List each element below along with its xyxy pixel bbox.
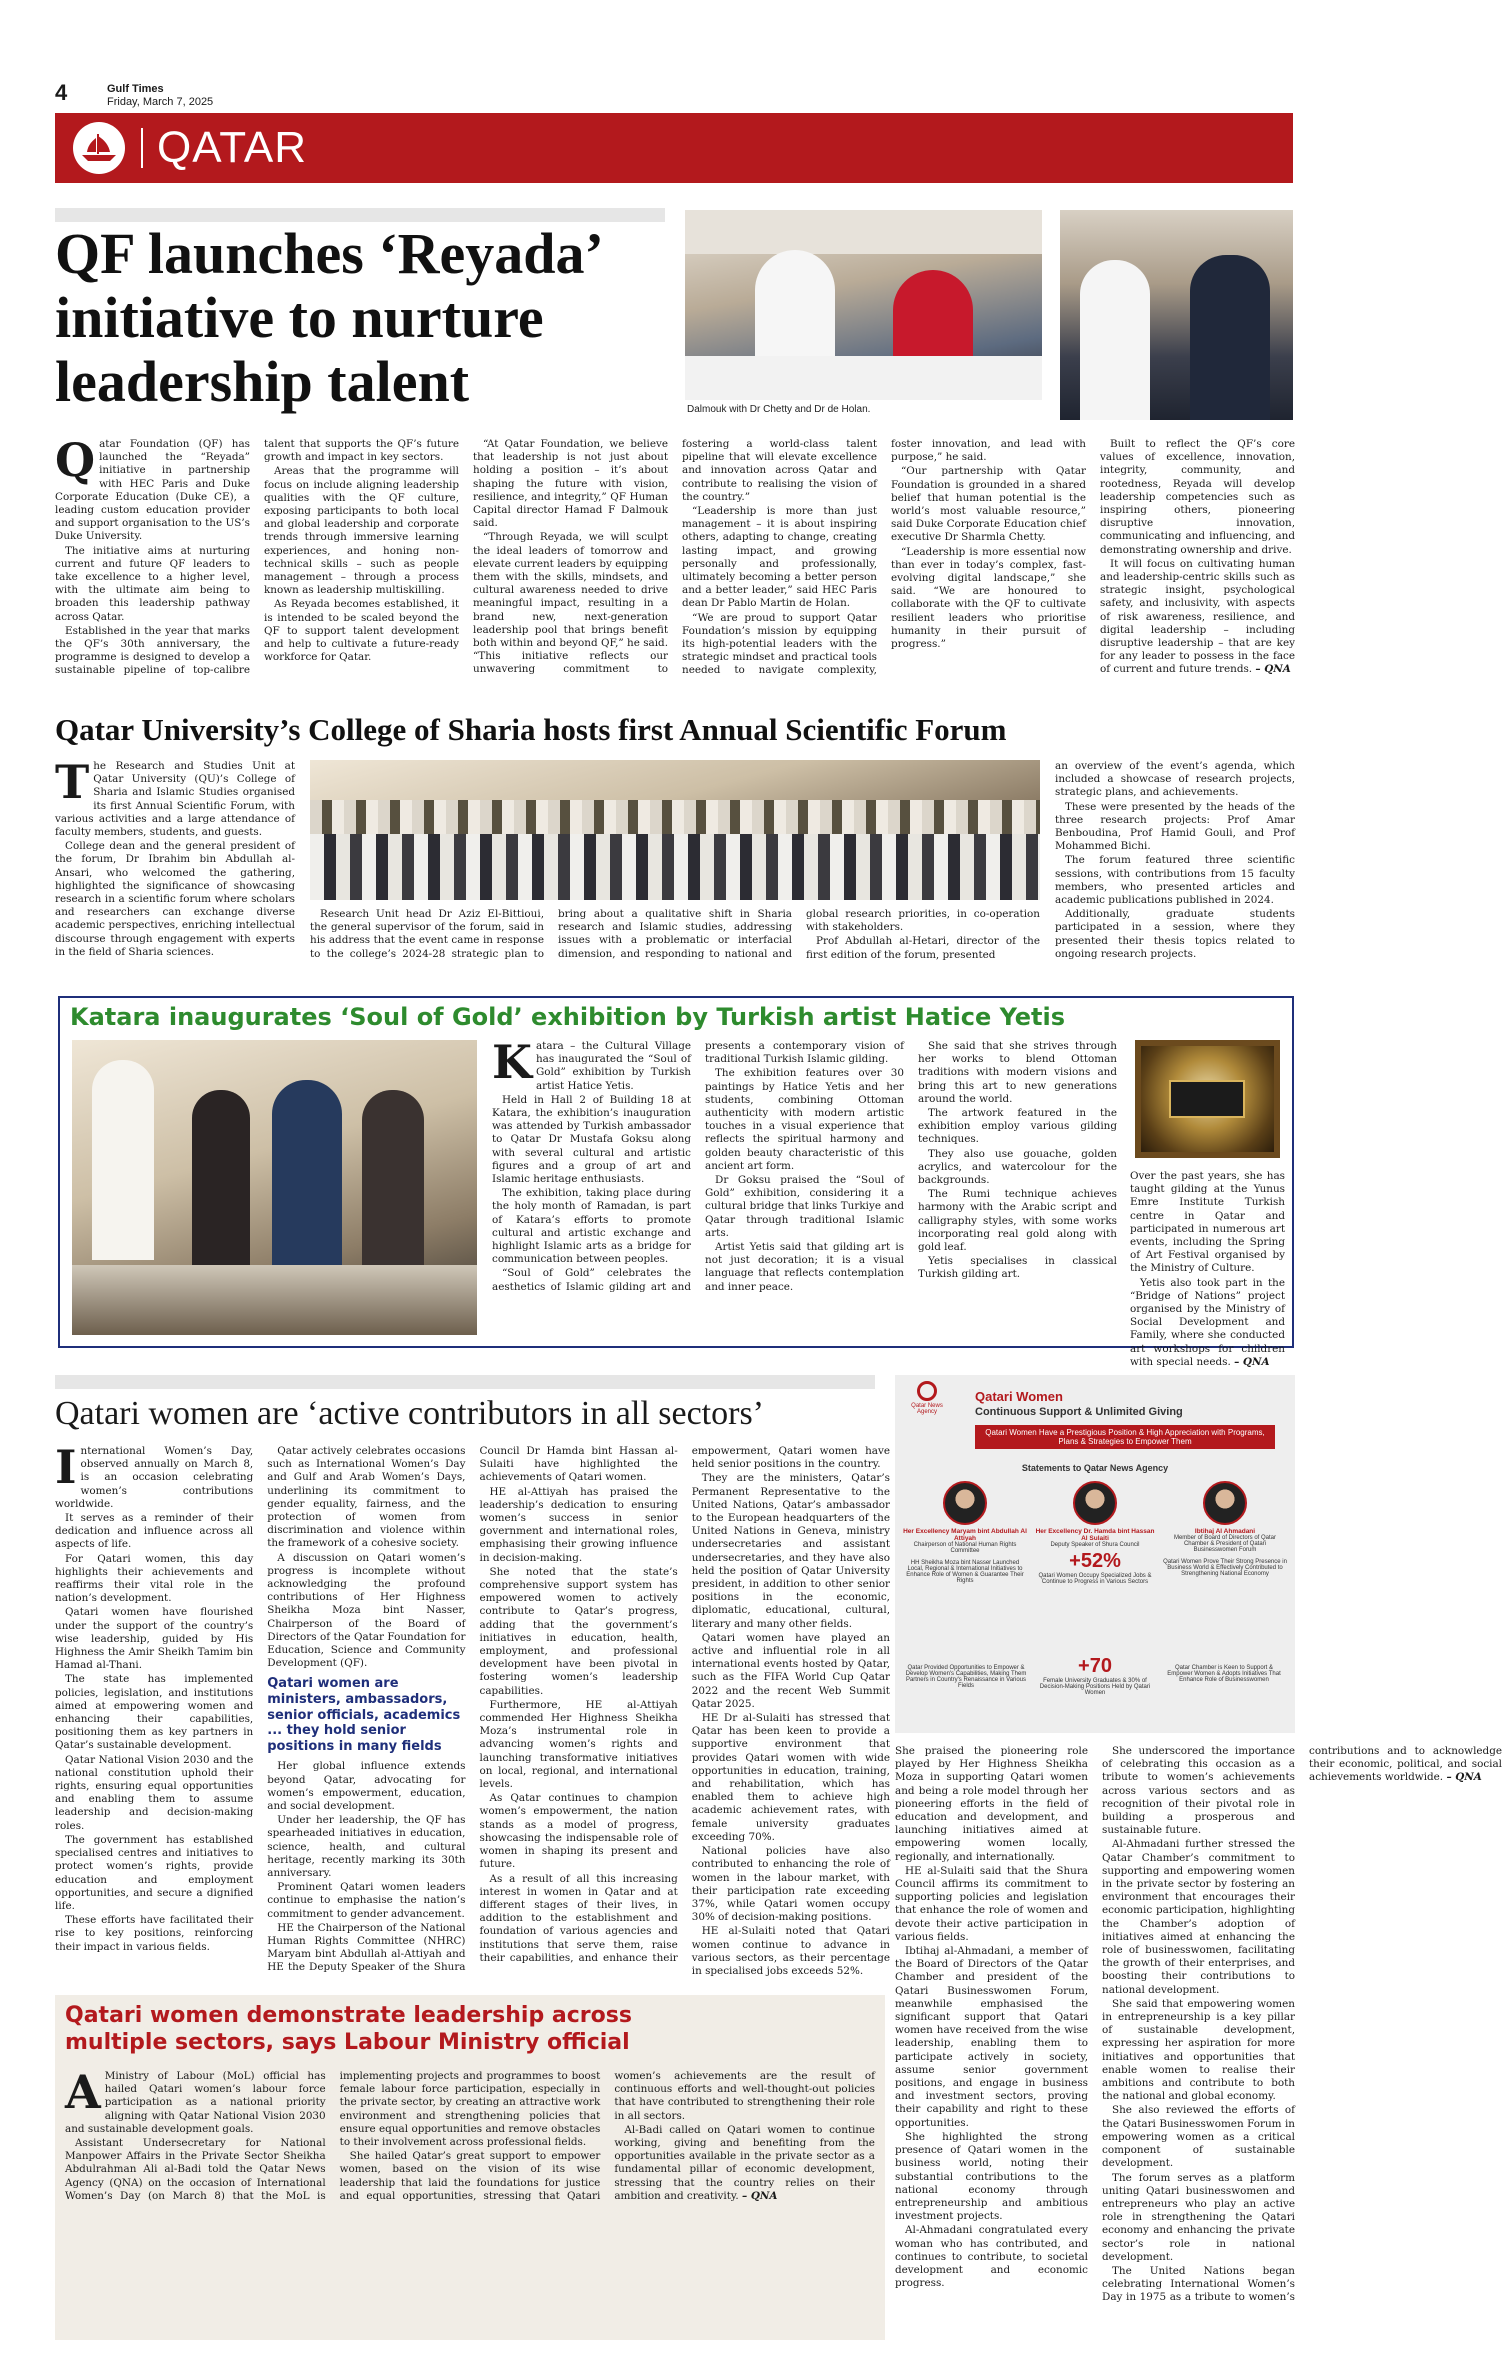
infographic-banner: Qatari Women Have a Prestigious Position & High Appreciation with Programs, Plans & Strategies to Empower Them bbox=[975, 1425, 1275, 1449]
story1-para: Built to reflect the QF’s core values of excellence, innovation, integrity, community, and rootedness, Reyada will develop leadership competencies such as inspiring others, pioneering disruptive innovation, communicating and influencing, and demonstrating ownership and drive. bbox=[1100, 438, 1295, 556]
dhow-boat-icon bbox=[73, 122, 125, 174]
story2-left bbox=[55, 755, 295, 990]
qf-signing-photo bbox=[685, 210, 1042, 400]
story2-para: Research Unit head Dr Aziz El-Bittioui, the general supervisor of the forum, said in his address that the event came in response to the college’s 2024-28 strategic plan to bring about a qualitative shift in Sharia research and Islamic studies, addressing issues with a problematic or interfacial dimension, and responding to national and global research priorities, in co-operation with stakeholders. bbox=[310, 908, 1040, 960]
section-title: QATAR bbox=[157, 123, 308, 172]
story5-body bbox=[65, 2065, 875, 2335]
stat-value: +52% bbox=[1069, 1550, 1121, 1572]
infographic-title: Qatari Women bbox=[975, 1389, 1063, 1404]
story3-para: The exhibition features over 30 paintings by Hatice Yetis and her students, combining Ottoman authenticity with modern artistic touches in a visual experience that reflects the spiritual harmony and golden beauty characteristic of this ancient art form. bbox=[705, 1067, 904, 1172]
story2-para: These were presented by the heads of the three research projects: Prof Amar Benboudina, Prof Hamid Gouli, and Prof Mohammed Bichi. bbox=[1055, 800, 1295, 853]
story5-para: AMinistry of Labour (MoL) official has hailed Qatari women’s labour force participation as a national priority aligning with Qatar National Vision 2030 and sustainable development goals. bbox=[65, 2065, 326, 2135]
story1-body bbox=[55, 433, 1295, 708]
infographic-person bbox=[903, 1481, 1027, 1584]
byline: – QNA bbox=[742, 2189, 778, 2202]
story4-para: A discussion on Qatari women’s progress is incomplete without acknowledging the profound contributions of Her Highness Sheikha Moza bint Nasser, Chairperson of the Board of Directors of the Qatar Foundation for Education, Science and Community Development (QF). bbox=[267, 1551, 466, 1670]
person-role: Deputy Speaker of Shura Council bbox=[1050, 1542, 1140, 1548]
person-role: Chairperson of National Human Rights Committee bbox=[913, 1542, 1017, 1554]
story1-headline: QF launches ‘Reyada’ initiative to nurture leadership talent bbox=[55, 221, 600, 414]
story3-para bbox=[1130, 1277, 1285, 1369]
forum-group-photo bbox=[310, 760, 1040, 900]
headline-rule bbox=[55, 208, 665, 222]
story3-para: Dr Goksu praised the “Soul of Gold” exhibition, considering it a cultural bridge that links Turkiye and Qatar through traditional Islamic arts. bbox=[705, 1174, 904, 1239]
stat-value: +70 bbox=[1078, 1655, 1112, 1677]
story5-last-para: Al-Badi called on Qatari women to continue working, giving and benefiting from the opportunities available in the private sector as a fundamental pillar of economic development, stressing that the country relies on their ambition and creativity. bbox=[614, 2123, 875, 2202]
story2-para: The Research and Studies Unit at Qatar University (QU)’s College of Sharia and Islamic Studies organised its first Annual Scientific Forum, with various activities and a large attendance of faculty members, students, and guests. bbox=[55, 755, 295, 839]
story4-para: She underscored the importance of celebrating this occasion as a tribute to women’s achievements across various sectors and as recognition of their pivotal role in building a prosperous and sustainable future. bbox=[1102, 1745, 1295, 1837]
story3-headline: Katara inaugurates ‘Soul of Gold’ exhibition by Turkish artist Hatice Yetis bbox=[70, 1003, 1066, 1031]
qna-logo-icon bbox=[917, 1381, 937, 1401]
gilded-calligraphy-artwork bbox=[1135, 1040, 1280, 1158]
infographic-person bbox=[1163, 1481, 1287, 1577]
story5-headline: Qatari women demonstrate leadership across multiple sectors, says Labour Ministry official bbox=[65, 2003, 632, 2055]
page-number-text: 4 bbox=[55, 80, 68, 105]
story3-para: She said that she strives through her works to blend Ottoman traditions with modern visions and bring this art to new generations around the world. bbox=[918, 1040, 1117, 1105]
pull-quote: Qatari women are ministers, ambassadors, senior officials, academics ... they hold senior positions in many fields bbox=[267, 1676, 461, 1754]
infographic-subtitle: Continuous Support & Unlimited Giving bbox=[975, 1406, 1183, 1418]
story2-para: an overview of the event’s agenda, which included a showcase of research projects, strategic plans, and achievements. bbox=[1055, 760, 1295, 799]
story4-para: As a result of all this increasing interest in women in Qatar and at different stages of their lives, in addition to the establishment and foundation of various agencies and institutions that serve them, raise their capabilities, and enhance their empowerment, Qatari women have held senior positions in the country. bbox=[479, 1445, 890, 1964]
story4-para: Al-Ahmadani congratulated every woman who has contributed, and continues to contribute, to societal development and economic progress. bbox=[895, 2224, 1088, 2290]
story3-para: “Soul of Gold” celebrates the aesthetics of Islamic gilding art and presents a contemporary vision of traditional Turkish Islamic gilding. bbox=[492, 1040, 904, 1293]
issue-date: Friday, March 7, 2025 bbox=[107, 96, 214, 108]
portrait-icon bbox=[1073, 1481, 1117, 1525]
story4-body bbox=[55, 1440, 890, 1985]
story4-para: The forum serves as a platform uniting Qatari businesswomen and entrepreneurs who play an active role in strengthening the Qatari economy and enhancing the private sector’s role in national development. bbox=[1102, 2171, 1295, 2263]
story4-para: Her global influence extends beyond Qatar, advocating for women’s empowerment, education, and social development. bbox=[267, 1760, 466, 1813]
page-number-box bbox=[55, 80, 67, 106]
story4-continued bbox=[895, 1745, 1502, 2315]
story3-para: The Rumi technique achieves harmony with the Arabic script and calligraphy styles, with some works incorporating real gold along with gold leaf. bbox=[918, 1188, 1117, 1254]
portrait-icon bbox=[1203, 1481, 1247, 1525]
story1-para: “Our partnership with Qatar Foundation is grounded in a shared belief that human potential is the world’s most valuable resource,” said Duke Corporate Education chief executive Dr Sharmla Chetty. bbox=[891, 465, 1086, 544]
story4-para: HE the Chairperson of the National Human Rights Committee (NHRC) Maryam bint Abdullah al-Attiyah and HE the Deputy Speaker of the Shura Council Dr Hamda bint Hassan al-Sulaiti have highlighted the achievements of Qatari women. bbox=[267, 1445, 678, 1974]
left-note: Qatar Provided Opportunities to Empower & Develop Women's Capabilities, Making Them Partners in Country's Renaissance in Various Fields bbox=[905, 1665, 1027, 1689]
story4-para: It serves as a reminder of their dedication and influence across all aspects of life. bbox=[55, 1512, 254, 1551]
story4-para: HE al-Attiyah has praised the leadership’s dedication to ensuring women’s success in senior government and international roles, emphasising their growing influence in decision-making. bbox=[479, 1485, 678, 1564]
story1-para bbox=[1100, 558, 1295, 677]
qf-handshake-photo bbox=[1060, 210, 1293, 420]
story4-para: National policies have also contributed to enhancing the role of women in the labour market, with their participation rate exceeding 37%, while Qatari women occupy 30% of decision-making positions. bbox=[691, 1845, 890, 1924]
byline: – QNA bbox=[1255, 663, 1291, 676]
story3-body bbox=[492, 1035, 1117, 1340]
story3-last-para: Yetis also took part in the “Bridge of Nations” project organised by the Ministry of Social Development and Family, where she conducted art workshops for children with special needs. bbox=[1130, 1276, 1285, 1368]
story3-para: Yetis specialises in classical Turkish gilding art. bbox=[918, 1255, 1117, 1281]
story2-right bbox=[1055, 760, 1295, 990]
story3-para: They also use gouache, golden acrylics, and watercolour for the backgrounds. bbox=[918, 1147, 1117, 1187]
story2-under bbox=[310, 908, 1040, 988]
story4-para: Ibtihaj al-Ahmadani, a member of the Board of Directors of the Qatar Chamber and president of the Qatari Businesswomen Forum, meanwhile emphasised the significant support that Qatari women have received from the wise leadership, enabling them to participate actively in society, assume senior government positions, and engage in business and investment sectors, proving their capability and right to these opportunities. bbox=[895, 1945, 1088, 2129]
story1-para: “Leadership is more than just management – it is about inspiring others, adapting to change, creating lasting impact, and growing personally and professionally, ultimately becoming a better person and a better leader,” said HEC Paris dean Dr Pablo Martin de Holan. bbox=[682, 505, 877, 610]
story4-para: She praised the pioneering role played by Her Highness Sheikha Moza in supporting Qatari women and being a role model through her pioneering efforts in the field of education and development, and launching initiatives aimed at empowering women locally, regionally, and internationally. bbox=[895, 1745, 1088, 1863]
story1-last-para: It will focus on cultivating human and leadership-centric skills such as strategic insight, psychological safety, and inclusivity, with aspects of risk awareness, resilience, and digital leadership – including disruptive leadership – that are key for any leader to possess in the face of current and future trends. bbox=[1100, 557, 1295, 676]
story4-para: Under her leadership, the QF has spearheaded initiatives in education, science, health, and cultural heritage, recently marking its 30th anniversary. bbox=[267, 1814, 466, 1880]
portrait-icon bbox=[943, 1481, 987, 1525]
story5-para bbox=[614, 2124, 875, 2203]
banner-divider bbox=[141, 128, 143, 168]
story4-para: Al-Ahmadani further stressed the Qatar Chamber’s commitment to supporting and empowering women in the private sector by fostering an environment that encourages their economic participation, highlighting the Chamber’s adoption of initiatives aimed at enhancing the role of businesswomen, facilitating the growth of their enterprises, and boosting their contributions to national development. bbox=[1102, 1838, 1295, 1996]
exhibition-visit-photo bbox=[72, 1040, 477, 1335]
story1-para: “Through Reyada, we will sculpt the ideal leaders of tomorrow and elevate current leaders by equipping them with the skills, mindsets, and cultural awareness needed to drive meaningful impact, resulting in a brand new, next-generation leadership pool that brings benefit both within and beyond QF,” he said. “This initiative reflects our unwavering commitment to fostering a world-class talent pipeline that will elevate excellence and innovation across Qatar and contribute to realising the vision of the country.” bbox=[473, 438, 877, 676]
infographic-org: Qatar News Agency bbox=[911, 1403, 943, 1415]
stat-block bbox=[1033, 1655, 1157, 1696]
story1-para: “We are proud to support Qatar Foundation’s mission by equipping its high-potential leaders with the strategic mindset and practical tools needed to navigate complexity, foster innovation, and lead with purpose,” he said. bbox=[682, 438, 1086, 677]
story3-para: Katara – the Cultural Village has inaugurated the “Soul of Gold” exhibition by Turkish artist Hatice Yetis. bbox=[492, 1035, 691, 1092]
story4-para: Qatari women have played an active and influential role in all international events hosted by Qatar, such as the FIFA World Cup Qatar 2022 and the recent Web Summit Qatar 2025. bbox=[691, 1631, 890, 1710]
story4-para: She noted that the state’s comprehensive support system has empowered women to actively contribute to Qatar’s progress, adding that the government’s initiatives in education, health, employment, and professional development have been pivotal in fostering women’s leadership capabilities. bbox=[479, 1565, 678, 1697]
statements-label: Statements to Qatar News Agency bbox=[1021, 1463, 1169, 1473]
story1-para: “At Qatar Foundation, we believe that leadership is not just about holding a position – it’s about shaping the future with vision, resilience, and integrity,” QF Human Capital director Hamad F Dalmouk said. bbox=[473, 438, 668, 530]
story4-headline: Qatari women are ‘active contributors in all sectors’ bbox=[55, 1395, 765, 1432]
infographic-person bbox=[1033, 1481, 1157, 1585]
person-note: Qatari Women Prove Their Strong Presence in Business World & Effectively Contributed to Strengthening National Economy bbox=[1163, 1559, 1287, 1577]
person-name: Ibtihaj Al Ahmadani bbox=[1194, 1528, 1256, 1535]
story1-para: Areas that the programme will focus on include aligning leadership qualities with the QF culture, exposing participants to both local and global leadership and corporate trends through immersive learning experiences, and honing non-technical skills – such as people management – through a process known as leadership multiskilling. bbox=[264, 465, 459, 597]
story3-right bbox=[1130, 1170, 1285, 1368]
story3-para: Held in Hall 2 of Building 18 at Katara, the exhibition’s inauguration was attended by Turkish ambassador to Qatar Dr Mustafa Goksu along with several cultural and artistic figures and a group of art and Islamic heritage enthusiasts. bbox=[492, 1093, 691, 1186]
story5-para: Assistant Undersecretary for National Manpower Affairs in the Private Sector Sheikha Abdulrahman Ali al-Badi told the Qatar News Agency (QNA) on the occasion of International Women’s Day (on March 8) that the MoL is implementing projects and programmes to boost female labour force participation, especially in the private sector, by creating an attractive work environment and strengthening policies that ensure equal opportunities and remove obstacles to their involvement across professional fields. bbox=[65, 2070, 601, 2202]
person-role: Member of Board of Directors of Qatar Chamber & President of Qatari Businesswomen Forum bbox=[1173, 1535, 1277, 1553]
story2-para: The forum featured three scientific sessions, with contributions from 15 faculty members, who presented articles and academic publications published in 2024. bbox=[1055, 854, 1295, 907]
story1-para: Qatar Foundation (QF) has launched the “Reyada” initiative in partnership with HEC Paris and Duke Corporate Education (Duke CE), a leading custom education provider and support organisation to the US’s Duke University. bbox=[55, 433, 250, 543]
story4-last-para: The United Nations began celebrating International Women’s Day in 1975 as a tribute to women’s contributions and to acknowledge their economic, political, and social achievements worldwide. bbox=[1102, 1745, 1502, 2304]
story1-para: The initiative aims at nurturing current and future QF leaders to take excellence to a higher level, with the ultimate aim being to broaden this leadership pathway across Qatar. bbox=[55, 544, 250, 623]
story4-para: Prominent Qatari women leaders continue to emphasise the nation’s commitment to gender advancement. bbox=[267, 1881, 466, 1920]
story3-para: The exhibition, taking place during the holy month of Ramadan, is part of Katara’s efforts to promote cultural and artistic exchange and highlight Islamic arts as a bridge for communication between peoples. bbox=[492, 1187, 691, 1266]
photo-caption: Dalmouk with Dr Chetty and Dr de Holan. bbox=[687, 404, 871, 415]
person-note: HH Sheikha Moza bint Nasser Launched Local, Regional & International Initiatives to Enhance Role of Women & Guarantee Their Rights bbox=[906, 1560, 1024, 1584]
story3-para: Over the past years, she has taught gilding at the Yunus Emre Institute Turkish centre in Qatar and participated in numerous art events, including the Spring of Art Festival organised by the Ministry of Culture. bbox=[1130, 1170, 1285, 1275]
story4-para: HE al-Sulaiti said that the Shura Council affirms its commitment to supporting policies and legislation that enhance the role of women and devote their active participation in various fields. bbox=[895, 1864, 1088, 1943]
story4-para: For Qatari women, this day highlights their achievements and reaffirms their vital role in the nation’s development. bbox=[55, 1552, 254, 1605]
story4-para: HE Dr al-Sulaiti has stressed that Qatar has been keen to provide a supportive environment that provides Qatari women with wide opportunities in education, training, and rehabilitation, which has enabled them to achieve high academic achievement rates, with female university graduates exceeding 70%. bbox=[691, 1712, 890, 1843]
paper-name: Gulf Times bbox=[107, 83, 164, 95]
story5-para: She hailed Qatar’s great support to empower women, based on the vision of its wise leadership that laid the foundations for justice and equal opportunities, stressing that Qatari women’s achievements are the result of continuous efforts and well-thought-out policies that have contributed to strengthening their role in all sectors. bbox=[339, 2070, 875, 2202]
story4-para: She said that empowering women in entrepreneurship is a key pillar of sustainable development, expressing her aspiration for more initiatives and opportunities that enable women to realise their ambitions and contribute to both the national and global economy. bbox=[1102, 1997, 1295, 2103]
story4-para: International Women’s Day, observed annually on March 8, is an occasion celebrating women’s contributions worldwide. bbox=[55, 1440, 254, 1510]
story4-para: HE al-Sulaiti noted that Qatari women continue to advance in various sectors, as their percentage in specialised jobs exceeds 52%. bbox=[691, 1925, 890, 1977]
story2-para: College dean and the general president of the forum, Dr Ibrahim bin Abdullah al-Ansari, who welcomed the gathering, highlighted the significance of showcasing research in a scientific forum where scholars and researchers can exchange diverse academic perspectives, enriching intellectual discourse through engagement with experts in the field of Sharia sciences. bbox=[55, 840, 295, 958]
story2-para: Prof Abdullah al-Hetari, director of the first edition of the forum, presented bbox=[806, 935, 1040, 961]
story4-para: Qatar actively celebrates occasions such as International Women’s Day and Gulf and Arab Women’s Days, underlining its commitment to gender equality, fairness, and the protection of women from discrimination and violence within the framework of a cohesive society. bbox=[267, 1445, 466, 1550]
story4-para: These efforts have facilitated their rise to key positions, reinforcing their impact in various fields. bbox=[55, 1914, 254, 1953]
story1-para: “Leadership is more essential now than ever in today’s complex, fast-evolving digital landscape,” she said. “We are honoured to collaborate with the QF to cultivate resilient leaders who prioritise humanity in their pursuit of progress.” bbox=[891, 545, 1086, 651]
story4-para: Qatari women have flourished under the support of the country’s wise leadership, guided by His Highness the Amir Sheikh Tamim bin Hamad al-Thani. bbox=[55, 1606, 254, 1672]
story4-para: The state has implemented policies, legislation, and institutions aimed at empowering women and enhancing their capabilities, positioning them as key partners in Qatar’s sustainable development. bbox=[55, 1673, 254, 1752]
qna-infographic bbox=[895, 1375, 1295, 1733]
story1-para: Established in the year that marks the QF’s 30th anniversary, the programme is designed to develop a sustainable pipeline of top-calibre talent that supports the QF’s future growth and impact in key sectors. bbox=[55, 438, 459, 677]
byline: – QNA bbox=[1234, 1355, 1270, 1368]
story3-para: The artwork featured in the exhibition employ various gilding techniques. bbox=[918, 1107, 1117, 1146]
story4-para: She highlighted the strong presence of Qatari women in the business world, noting their substantial contributions to the national economy through entrepreneurship and ambitious investment projects. bbox=[895, 2130, 1088, 2223]
headline-rule bbox=[55, 1375, 875, 1389]
person-name: Her Excellency Dr. Hamda bint Hassan Al Sulaiti bbox=[1035, 1528, 1155, 1542]
story3-para: Artist Yetis said that gilding art is not just decoration; it is a visual language that reflects contemplation and inner peace. bbox=[705, 1241, 904, 1293]
story4-para: The government has established specialised centres and initiatives to protect women’s rights, provide education and employment opportunities, and secure a dignified life. bbox=[55, 1833, 254, 1912]
story2-para: Additionally, graduate students participated in a session, where they presented their thesis topics related to ongoing research projects. bbox=[1055, 908, 1295, 960]
person-name: Her Excellency Maryam bint Abdullah Al Attiyah bbox=[903, 1528, 1027, 1542]
story4-para: They are the ministers, Qatar’s Permanent Representative to the United Nations, Qatar’s ambassador to the European headquarters of the United Nations in Geneva, ministry undersecretaries and assistant undersecretaries, and they have also held the position of Qatar University president, in addition to other senior positions in the economic, diplomatic, educational, cultural, literary and many other fields. bbox=[691, 1472, 890, 1630]
story2-headline: Qatar University’s College of Sharia hosts first Annual Scientific Forum bbox=[55, 712, 1007, 747]
story1-para: As Reyada becomes established, it is intended to be scaled beyond the QF to support talent development and help to cultivate a future-ready workforce for Qatar. bbox=[264, 598, 459, 664]
story4-para: She also reviewed the efforts of the Qatari Businesswomen Forum in empowering women as a critical component of sustainable development. bbox=[1102, 2104, 1295, 2170]
right-note: Qatar Chamber is Keen to Support & Empower Women & Adopts Initiatives That Enhance Role of Businesswomen bbox=[1167, 1665, 1281, 1683]
stat-note: Female University Graduates & 30% of Decision-Making Positions Held by Qatari Women bbox=[1039, 1678, 1151, 1696]
story4-para: Qatar National Vision 2030 and the national constitution uphold their rights, ensuring equal opportunities and enabling them to assume leadership and decision-making roles. bbox=[55, 1753, 254, 1832]
section-banner bbox=[55, 113, 1293, 183]
byline: – QNA bbox=[1446, 1771, 1482, 1784]
person-note: Qatari Women Occupy Specialized Jobs & Continue to Progress in Various Sectors bbox=[1038, 1573, 1152, 1585]
story4-para: Furthermore, HE al-Attiyah commended Her Highness Sheikha Moza’s instrumental role in advancing women’s rights and launching transformative initiatives on local, regional, and international levels. bbox=[479, 1698, 678, 1791]
story4-para: As Qatar continues to champion women’s empowerment, the nation stands as a model of progress, showcasing the indispensable role of women in shaping its present and future. bbox=[479, 1792, 678, 1871]
